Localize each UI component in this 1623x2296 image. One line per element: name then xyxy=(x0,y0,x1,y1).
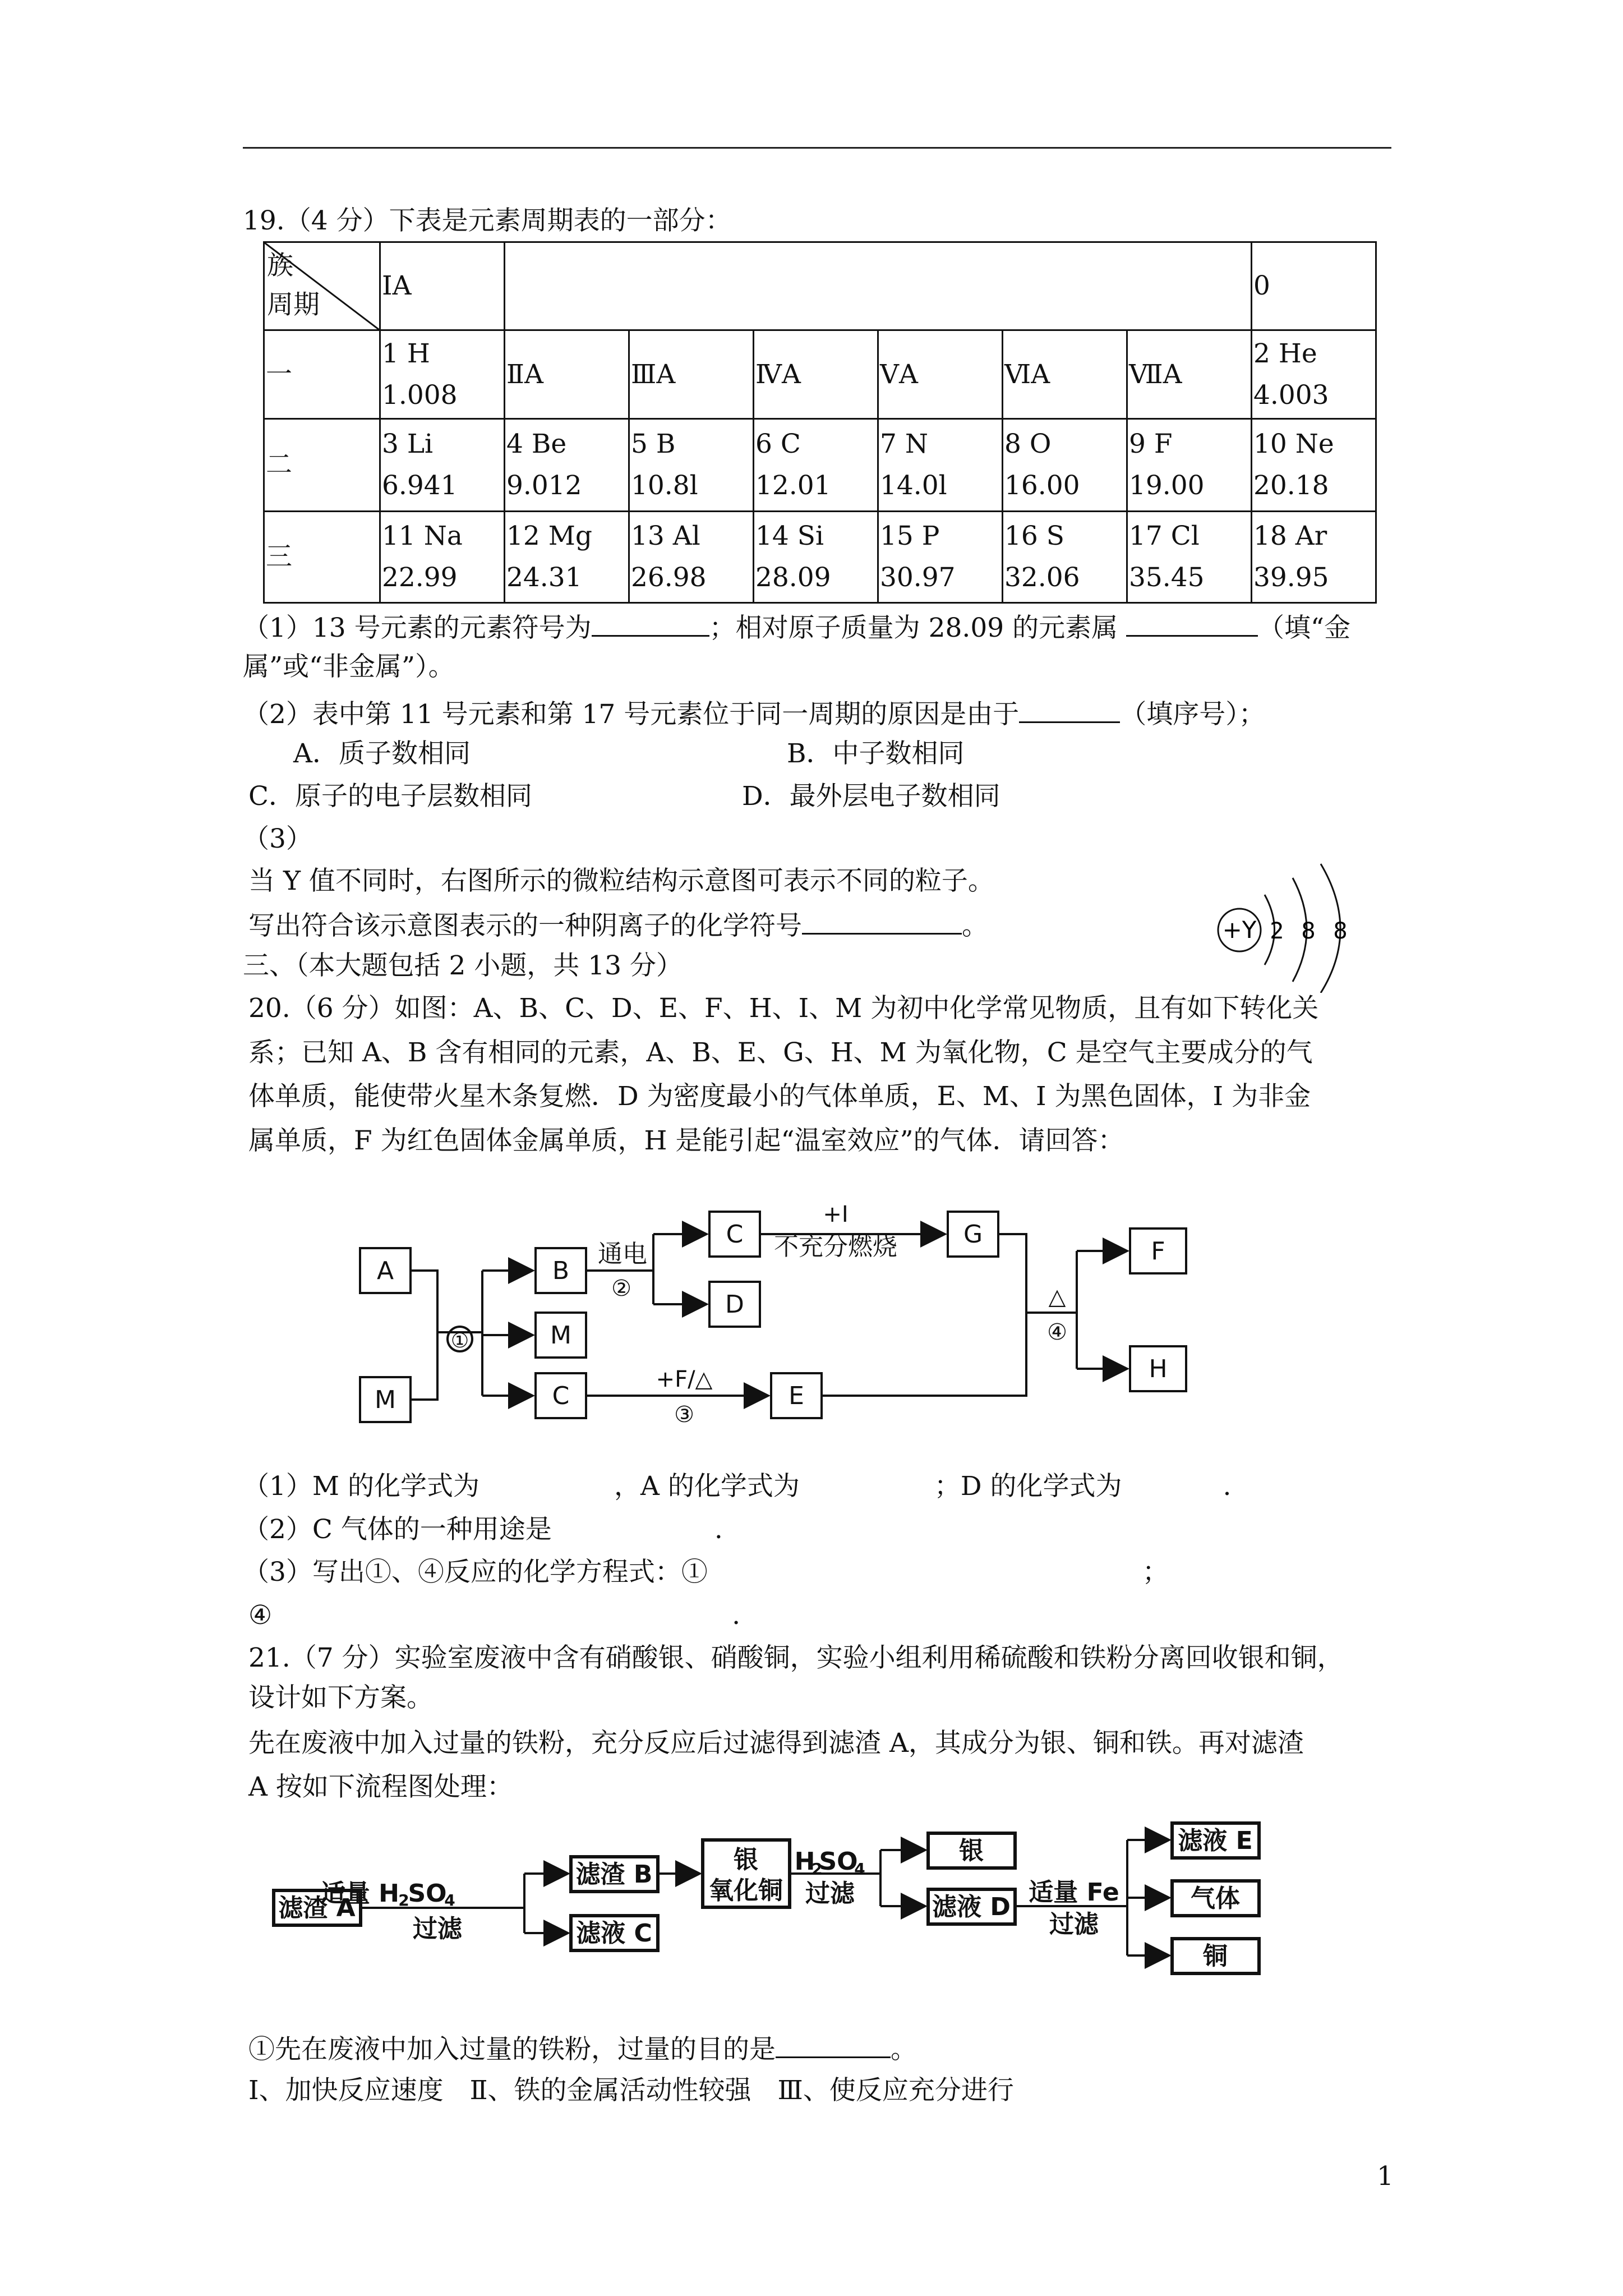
node-a: A xyxy=(376,1257,394,1285)
option-d: D．最外层电子数相同 xyxy=(742,781,1000,812)
flow-filtrate-e: 滤液 E xyxy=(1178,1826,1253,1855)
period-label: 一 xyxy=(264,330,380,419)
node-m-out: M xyxy=(550,1321,571,1350)
group-label: ⅣA xyxy=(754,330,878,419)
q21-line: 先在废液中加入过量的铁粉，充分反应后过滤得到滤渣 A，其成分为银、铜和铁。再对滤渣 xyxy=(248,1728,1304,1759)
group-label: ⅡA xyxy=(505,330,629,419)
node-d: D xyxy=(725,1290,744,1319)
group-0-header: 0 xyxy=(1252,242,1376,330)
q19-part3: （3） xyxy=(243,823,312,854)
group-header-blank xyxy=(505,242,1252,330)
periodic-table xyxy=(263,241,1377,604)
node-f: F xyxy=(1151,1237,1165,1266)
shell-electrons: 8 xyxy=(1333,918,1348,944)
flow-copper: 铜 xyxy=(1203,1942,1228,1971)
group-1a-header: IA xyxy=(380,242,505,330)
q20-line: 属单质，F 为红色固体金属单质，H 是能引起“温室效应”的气体．请回答： xyxy=(248,1125,1124,1156)
element-cell: 8 O 16.00 xyxy=(1003,419,1127,512)
label-incomplete-combustion: 不充分燃烧 xyxy=(774,1232,897,1261)
table-row xyxy=(264,512,1376,603)
element-cell: 1 H 1.008 xyxy=(380,330,505,419)
flow-label-so: SO xyxy=(819,1847,858,1876)
q21-sub1: ①先在废液中加入过量的铁粉，过量的目的是 。 xyxy=(248,2031,917,2067)
label-step-4: ④ xyxy=(1047,1319,1067,1345)
atom-structure-diagram xyxy=(1206,853,1374,993)
element-cell: 18 Ar 39.95 xyxy=(1252,512,1376,603)
corner-bottom-label: 周期 xyxy=(267,289,320,320)
q20-line: 体单质，能使带火星木条复燃．D 为密度最小的气体单质，E、M、I 为黑色固体，I 为非金 xyxy=(248,1081,1311,1112)
nucleus-label: +Y xyxy=(1222,916,1257,944)
label-plus-i: +I xyxy=(823,1202,849,1227)
element-cell: 6 C 12.01 xyxy=(754,419,878,512)
label-step-2: ② xyxy=(611,1276,631,1301)
element-cell: 9 F 19.00 xyxy=(1127,419,1252,512)
label-electrolysis: 通电 xyxy=(598,1240,647,1268)
flow-label-filter: 过滤 xyxy=(413,1915,462,1943)
flow-copper-oxide: 氧化铜 xyxy=(709,1876,783,1905)
period-label: 二 xyxy=(264,419,380,512)
node-h: H xyxy=(1149,1355,1168,1383)
flow-label-sub: 4 xyxy=(444,1891,455,1910)
node-b: B xyxy=(552,1257,570,1285)
group-label: ⅦA xyxy=(1127,330,1252,419)
element-cell: 12 Mg 24.31 xyxy=(505,512,629,603)
flow-silver: 银 xyxy=(734,1846,758,1874)
q20-line: 系；已知 A、B 含有相同的元素，A、B、E、G、H、M 为氧化物，C 是空气主要成分的气 xyxy=(248,1037,1313,1068)
label-heat: △ xyxy=(1048,1284,1066,1310)
q19-part1-line1: （1）13 号元素的元素符号为 ；相对原子质量为 28.09 的元素属 （填“金 xyxy=(243,609,1350,645)
option-b: B．中子数相同 xyxy=(787,738,965,769)
corner-top-label: 族 xyxy=(267,250,293,281)
element-cell: 14 Si 28.09 xyxy=(754,512,878,603)
q21-line: 设计如下方案。 xyxy=(248,1682,433,1713)
flow-silver-product: 银 xyxy=(959,1837,984,1865)
option-a: A．质子数相同 xyxy=(293,738,471,769)
element-cell: 13 Al 26.98 xyxy=(629,512,754,603)
table-corner-cell xyxy=(264,242,380,330)
element-cell: 11 Na 22.99 xyxy=(380,512,505,603)
group-label: ⅢA xyxy=(629,330,754,419)
flow-label-proper-fe: 适量 Fe xyxy=(1029,1878,1119,1907)
label-step-3: ③ xyxy=(674,1402,694,1428)
page-number: 1 xyxy=(1377,2161,1394,2192)
element-cell: 7 N 14.0l xyxy=(878,419,1003,512)
flow-label-filter: 过滤 xyxy=(805,1879,855,1908)
q19-part1-line2: 属”或“非金属”）。 xyxy=(243,651,455,682)
flow-residue-a: 滤渣 A xyxy=(278,1894,356,1922)
element-cell: 4 Be 9.012 xyxy=(505,419,629,512)
q19-part2: （2）表中第 11 号元素和第 17 号元素位于同一周期的原因是由于 （填序号）； xyxy=(243,696,1265,731)
flow-filtrate-c: 滤液 C xyxy=(576,1919,652,1948)
element-cell: 16 S 32.06 xyxy=(1003,512,1127,603)
option-c: C．原子的电子层数相同 xyxy=(248,781,532,812)
flow-label-sub: 4 xyxy=(854,1860,865,1878)
shell-electrons: 8 xyxy=(1301,918,1316,944)
element-cell: 15 P 30.97 xyxy=(878,512,1003,603)
q19-part3-line2: 写出符合该示意图表示的一种阴离子的化学符号 。 xyxy=(248,907,988,943)
period-label: 三 xyxy=(264,512,380,603)
group-label: ⅤA xyxy=(878,330,1003,419)
group-label: ⅥA xyxy=(1003,330,1127,419)
node-m: M xyxy=(375,1386,396,1414)
flow-label-proper: 适量 H xyxy=(320,1879,399,1908)
node-c: C xyxy=(726,1220,744,1249)
node-c: C xyxy=(552,1382,570,1410)
q21-line: A 按如下流程图处理： xyxy=(248,1772,513,1802)
flow-residue-b: 滤渣 B xyxy=(575,1860,653,1889)
element-cell: 17 Cl 35.45 xyxy=(1127,512,1252,603)
flow-label-filter: 过滤 xyxy=(1049,1910,1099,1939)
flow-label-sub: 2 xyxy=(398,1891,409,1910)
table-row xyxy=(264,330,1376,419)
label-plus-f-heat: +F/△ xyxy=(656,1366,713,1392)
node-e: E xyxy=(789,1382,804,1410)
shell-electrons: 2 xyxy=(1270,918,1284,944)
q20-sub3: （3）写出①、④反应的化学方程式：① ； xyxy=(243,1557,1169,1588)
flow-label-h: H xyxy=(794,1847,815,1876)
table-row xyxy=(264,419,1376,512)
element-cell: 2 He 4.003 xyxy=(1252,330,1376,419)
element-cell: 3 Li 6.941 xyxy=(380,419,505,512)
q20-sub3-line2: ④ . xyxy=(248,1600,741,1631)
q19-part3-line1: 当 Y 值不同时，右图所示的微粒结构示意图可表示不同的粒子。 xyxy=(248,866,994,896)
q21-line: 21.（7 分）实验室废液中含有硝酸银、硝酸铜，实验小组利用稀硫酸和铁粉分离回收银和铜， xyxy=(248,1642,1344,1673)
flow-filtrate-d: 滤液 D xyxy=(932,1893,1011,1921)
element-cell: 10 Ne 20.18 xyxy=(1252,419,1376,512)
q21-options: Ⅰ、加快反应速度 Ⅱ、铁的金属活动性较强 Ⅲ、使反应充分进行 xyxy=(248,2075,1014,2106)
section-3-heading: 三、（本大题包括 2 小题，共 13 分） xyxy=(243,950,683,981)
element-cell: 5 B 10.8l xyxy=(629,419,754,512)
label-step-1: ① xyxy=(450,1329,469,1352)
flow-gas: 气体 xyxy=(1191,1884,1240,1913)
flow-label-so: SO xyxy=(408,1879,447,1908)
q20-line: 20.（6 分）如图：A、B、C、D、E、F、H、I、M 为初中化学常见物质，且有如下转化关 xyxy=(248,993,1319,1024)
q21-process-flowchart xyxy=(269,1818,1273,1986)
q20-reaction-diagram xyxy=(348,1195,1200,1442)
q19-title: 19.（4 分）下表是元素周期表的一部分： xyxy=(243,205,732,236)
q20-sub2: （2）C 气体的一种用途是 . xyxy=(243,1514,723,1545)
q20-sub1: （1）M 的化学式为 ，A 的化学式为 ；D 的化学式为 . xyxy=(243,1471,1232,1502)
node-g: G xyxy=(963,1220,983,1249)
flow-label-sub: 2 xyxy=(811,1860,823,1878)
header-rule xyxy=(243,147,1391,149)
